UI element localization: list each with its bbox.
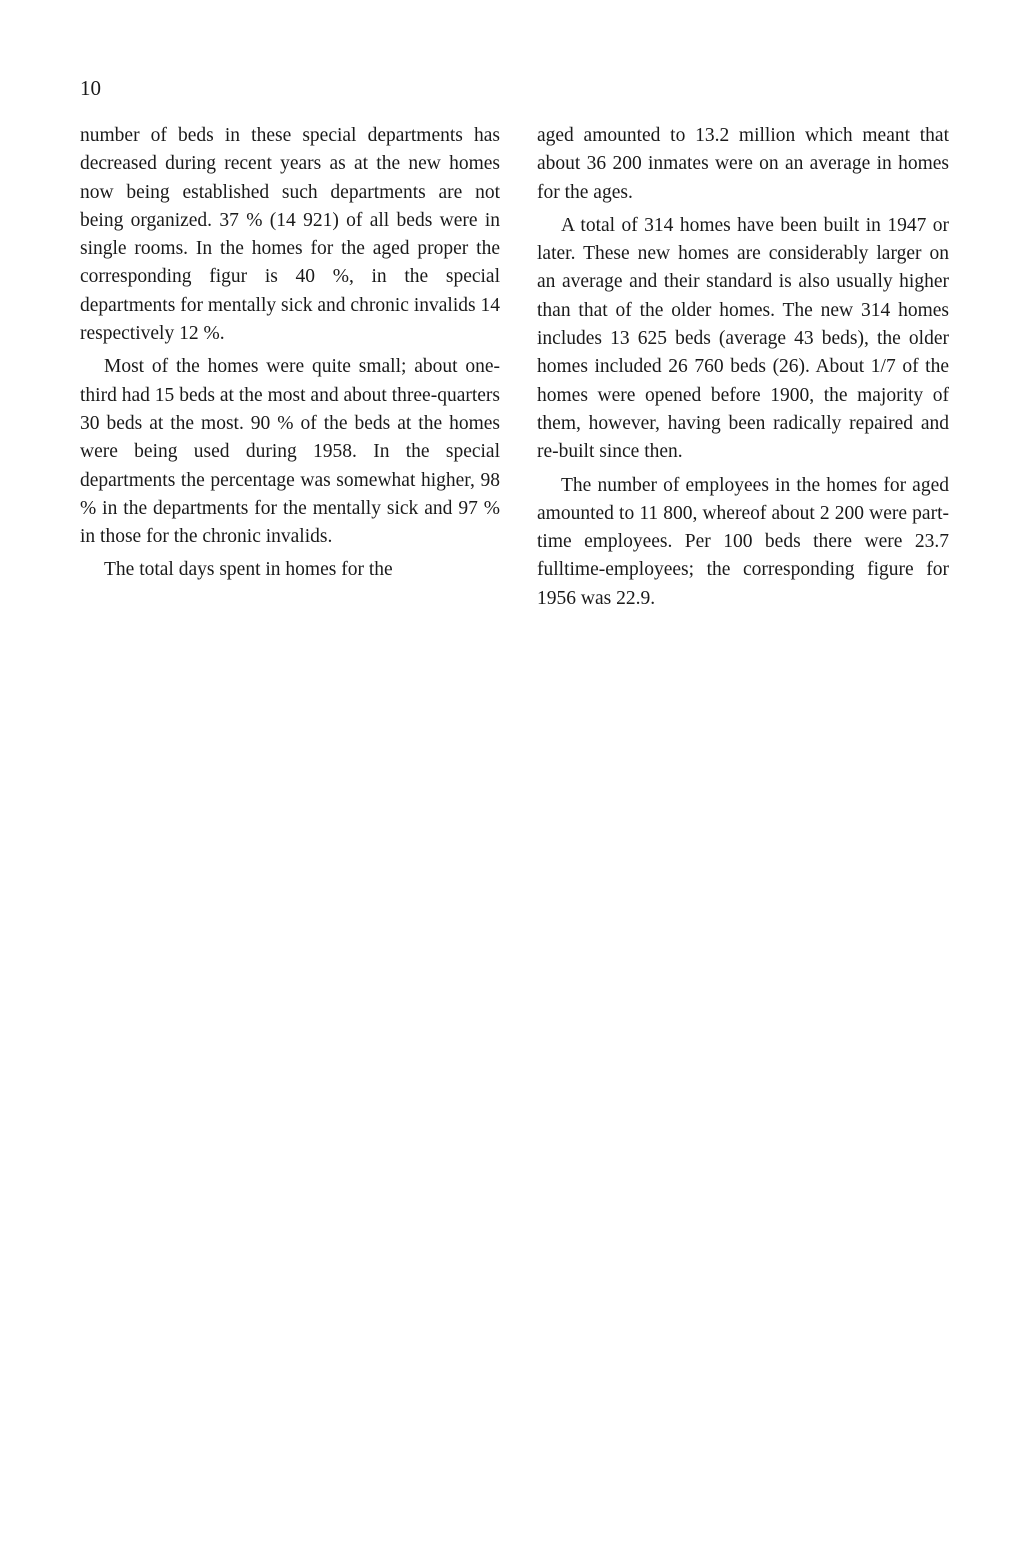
paragraph: The total days spent in homes for the [104, 559, 393, 581]
paragraph: A total of 314 homes have been built in 1947 or later. These new homes are considerably larger on an average and their standard is also usually higher than that of the older homes. The new 314 homes includes 13 625 beds (average 43 beds), the older homes included 26 760 beds (26). About 1/7 of the homes were opened before 1900, the majority of them, however, having been radically repaired and re-built since then. [537, 214, 949, 463]
left-column [80, 122, 500, 590]
paragraph: aged amounted to 13.2 million which meant that about 36 200 inmates were on an average in homes for the ages. [537, 125, 949, 203]
paragraph: The number of employees in the homes for aged amounted to 11 800, whereof about 2 200 were part-time employees. Per 100 beds there were 23.7 fulltime-employees; the corresponding figure for 1956 was 22.9. [537, 474, 949, 609]
paragraph: Most of the homes were quite small; about one-third had 15 beds at the most and about three-quarters 30 beds at the most. 90 % of the beds at the homes were being used during 1958. In the special departments the percentage was somewhat higher, 98 % in the departments for the mentally sick and 97 % in those for the chronic invalids. [80, 356, 500, 548]
right-column [537, 122, 949, 618]
paragraph: number of beds in these special departments has decreased during recent years as at the new homes now being established such departments are not being organized. 37 % (14 921) of all beds were in single rooms. In the homes for the aged proper the corresponding figur is 40 %, in the special departments for mentally sick and chronic invalids 14 respectively 12 %. [80, 125, 500, 345]
page-number: 10 [80, 76, 101, 100]
